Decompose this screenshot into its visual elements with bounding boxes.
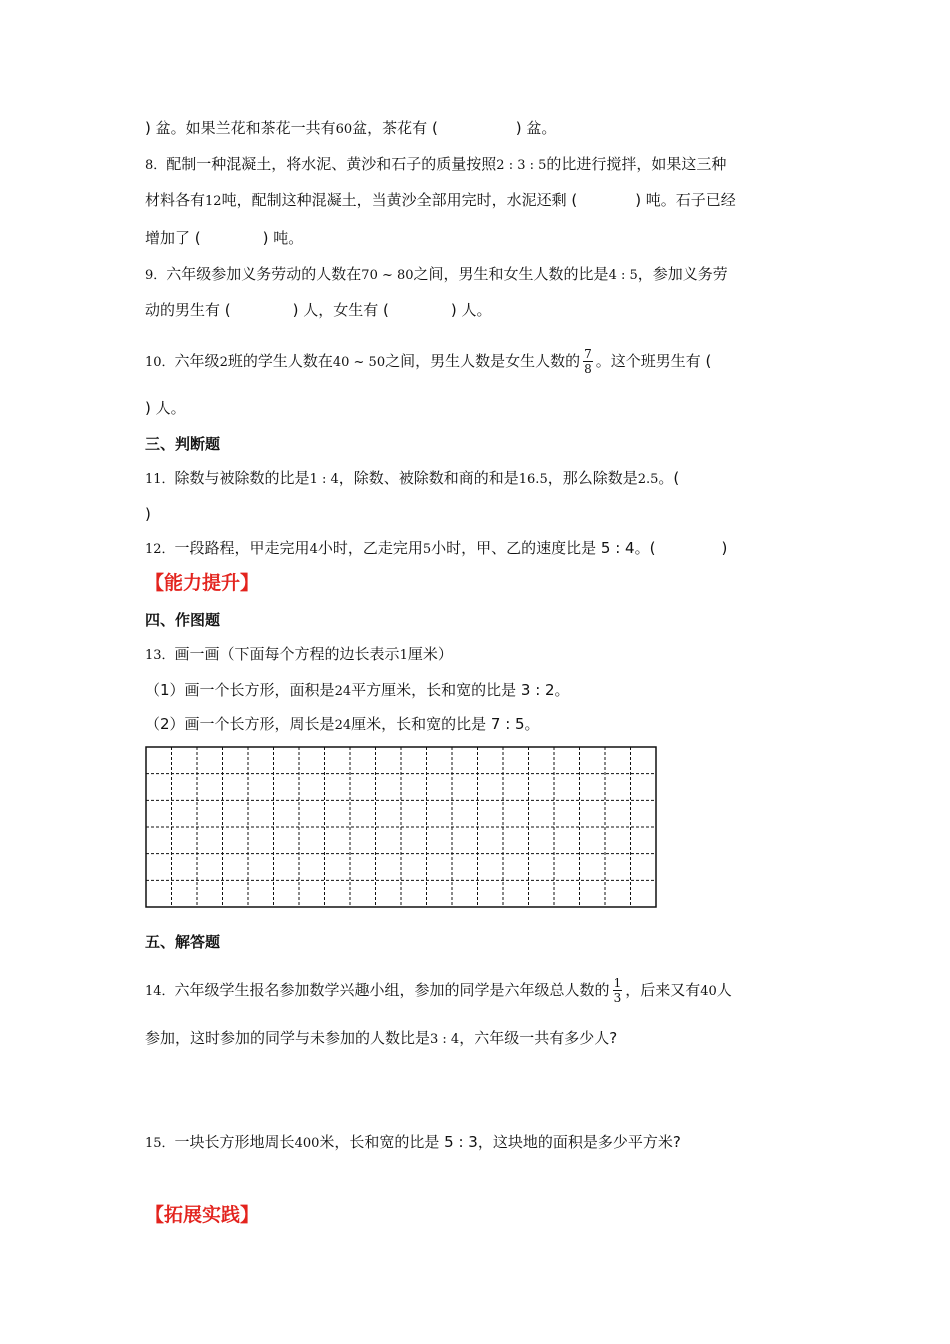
- fraction-7-8: $\frac{7}{8}$: [584, 347, 592, 376]
- fraction-1-3: $\frac{1}{3}$: [613, 976, 622, 1005]
- q14-line-1: 14．六年级学生报名参加数学兴趣小组，参加的同学是六年级总人数的 $\frac{1}{3}$ ，后来又有40人: [145, 976, 732, 1005]
- q10-line-2: ) 人。: [145, 399, 186, 417]
- q11-line-2: ): [145, 505, 151, 523]
- ability-heading: 【能力提升】: [145, 572, 260, 594]
- q13-line: 13．画一画（下面每个方程的边长表示1厘米）: [145, 645, 453, 663]
- q8-line-1: 8．配制一种混凝土，将水泥、黄沙和石子的质量按照2 : 3 : 5的比进行搅拌，如果这三种: [145, 155, 727, 173]
- q14-line-2: 参加，这时参加的同学与未参加的人数比是3 : 4，六年级一共有多少人?: [145, 1029, 618, 1047]
- drawing-grid[interactable]: [145, 746, 657, 910]
- q12-line: 12．一段路程，甲走完用4小时，乙走完用5小时，甲、乙的速度比是 5 : 4。( ): [145, 539, 728, 557]
- section-4-heading: 四、作图题: [145, 611, 221, 629]
- q7-tail-line: ) 盆。如果兰花和茶花一共有60盆，茶花有 ( ) 盆。: [145, 119, 557, 137]
- q9-line-1: 9．六年级参加义务劳动的人数在70 ~ 80之间，男生和女生人数的比是4 : 5，参加义务劳: [145, 265, 728, 283]
- expand-heading: 【拓展实践】: [145, 1204, 260, 1226]
- q15-line: 15．一块长方形地周长400米，长和宽的比是 5 : 3，这块地的面积是多少平方米?: [145, 1133, 681, 1151]
- section-3-heading: 三、判断题: [145, 435, 221, 453]
- q8-line-3: 增加了 ( ) 吨。: [145, 229, 304, 247]
- q13-part-2: （2）画一个长方形，周长是24厘米，长和宽的比是 7 : 5。: [145, 715, 540, 733]
- q13-part-1: （1）画一个长方形，面积是24平方厘米，长和宽的比是 3 : 2。: [145, 681, 570, 699]
- q11-line-1: 11．除数与被除数的比是1 : 4，除数、被除数和商的和是16.5，那么除数是2.5。(: [145, 469, 680, 487]
- q8-line-2: 材料各有12吨，配制这种混凝土，当黄沙全部用完时，水泥还剩 ( ) 吨。石子已经: [145, 191, 736, 209]
- section-5-heading: 五、解答题: [145, 933, 221, 951]
- q10-line-1: 10．六年级2班的学生人数在40 ~ 50之间，男生人数是女生人数的 $\frac{7}{8}$ 。这个班男生有 (: [145, 347, 712, 376]
- q9-line-2: 动的男生有 ( ) 人，女生有 ( ) 人。: [145, 301, 492, 319]
